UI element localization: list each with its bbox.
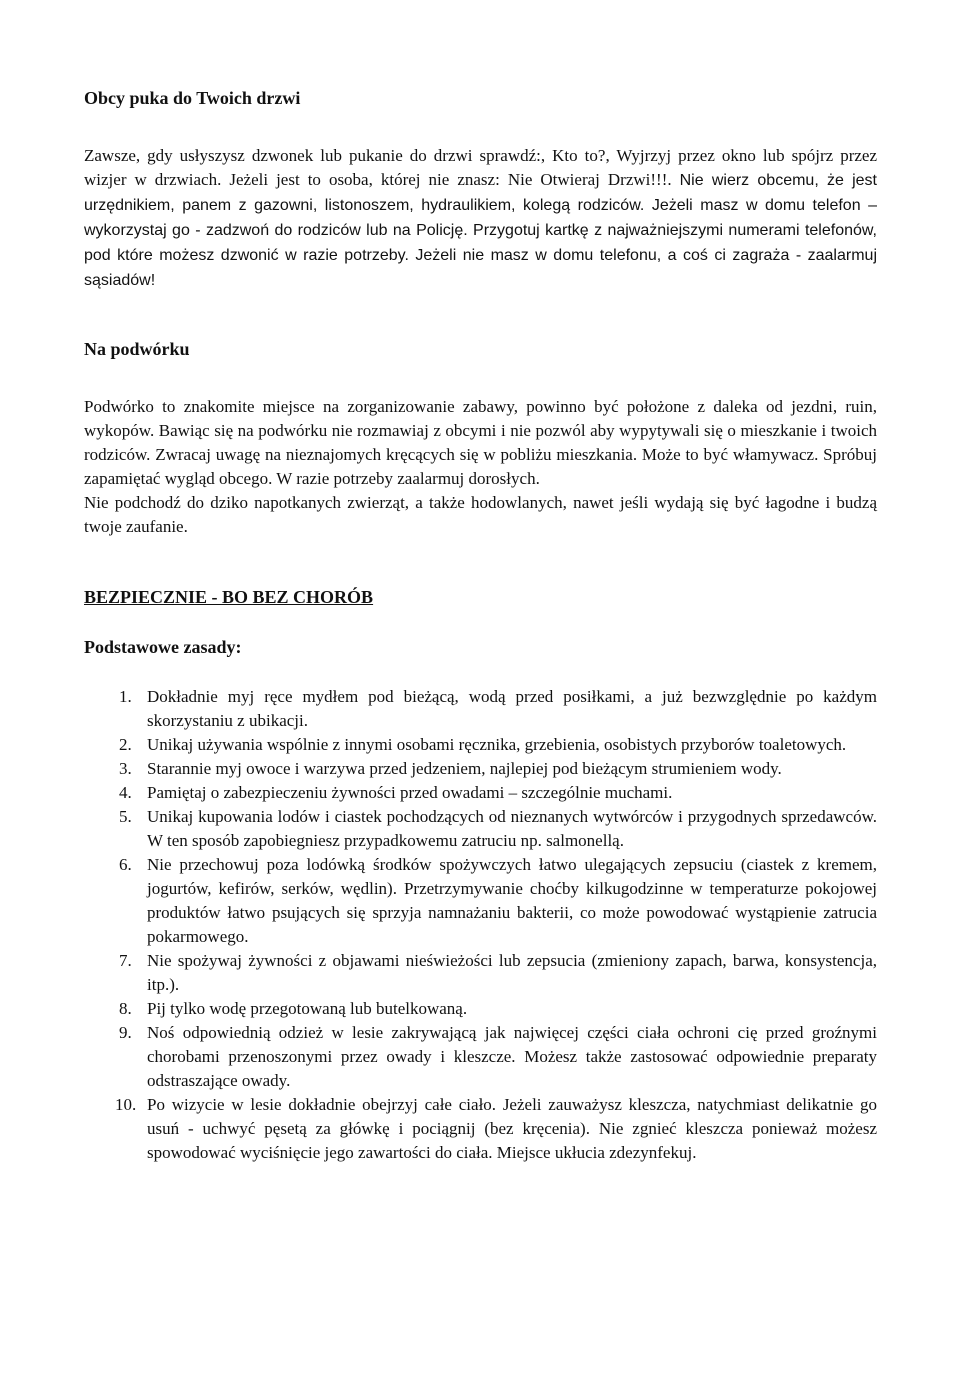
list-item-text: Nie przechowuj poza lodówką środków spożywczych łatwo ulegających zepsuciu (ciastek z kremem, jogurtów, kefirów, serków, wędlin). Przetrzymywanie choćby kilkugodzinne w temperaturze pokojowej produktów łatwo psujących się sprzyja namnażaniu bakterii, co może powodować wystąpienie zatrucia pokarmowego. <box>147 855 877 946</box>
list-item <box>84 805 877 853</box>
section-title-yard: Na podwórku <box>84 339 190 359</box>
paragraph-stranger <box>84 144 877 293</box>
list-item-number: 1. <box>119 687 132 706</box>
paragraph-stranger-part1: Zawsze, gdy usłyszysz dzwonek lub pukanie do drzwi sprawdź:, Kto to?, Wyjrzyj przez okno lub spójrz przez wizjer w drzwiach. Jeżeli jest to osoba, której nie znasz: Nie Otwieraj Drzwi!!!. <box>84 146 877 189</box>
list-item <box>84 757 877 781</box>
list-item-text: Starannie myj owoce i warzywa przed jedzeniem, najlepiej pod bieżącym strumieniem wody. <box>147 759 782 778</box>
paragraph-stranger-part2: Nie wierz obcemu, że jest urzędnikiem, panem z gazowni, listonoszem, hydraulikiem, kolegą rodziców. Jeżeli masz w domu telefon – wykorzystaj go - zadzwoń do rodziców lub na Policję. Przygotuj kartkę z najważniejszymi numerami telefonów, pod które możesz dzwonić w razie potrzeby. Jeżeli nie masz w domu telefonu, a coś ci zagraża - zaalarmuj sąsiadów! <box>84 172 877 289</box>
paragraph-yard: Podwórko to znakomite miejsce na zorganizowanie zabawy, powinno być położone z daleka od jezdni, ruin, wykopów. Bawiąc się na podwórku nie rozmawiaj z obcymi i nie pozwól aby wypytywali się o mieszkanie i twoich rodziców. Zwracaj uwagę na nieznajomych kręcących się w pobliżu mieszkania. Może to być włamywacz. Spróbuj zapamiętać wygląd obcego. W razie potrzeby zaalarmuj dorosłych. <box>84 397 877 488</box>
rules-list <box>84 685 877 1165</box>
list-item <box>84 733 877 757</box>
list-item <box>84 685 877 733</box>
list-item-text: Unikaj kupowania lodów i ciastek pochodzących od nieznanych wytwórców i przygodnych sprzedawców. W ten sposób zapobiegniesz przypadkowemu zatruciu np. salmonellą. <box>147 807 877 850</box>
list-item <box>84 781 877 805</box>
list-item-text: Dokładnie myj ręce mydłem pod bieżącą, wodą przed posiłkami, a już bezwzględnie po każdym skorzystaniu z ubikacji. <box>147 687 877 730</box>
list-item-number: 5. <box>119 807 132 826</box>
list-item <box>84 853 877 949</box>
list-item <box>84 1093 877 1165</box>
list-item-text: Unikaj używania wspólnie z innymi osobami ręcznika, grzebienia, osobistych przyborów toaletowych. <box>147 735 847 754</box>
list-item-text: Pamiętaj o zabezpieczeniu żywności przed owadami – szczególnie muchami. <box>147 783 673 802</box>
list-item <box>84 997 877 1021</box>
list-item <box>84 949 877 997</box>
section-title-health: BEZPIECZNIE - BO BEZ CHORÓB <box>84 587 374 607</box>
paragraph-animals: Nie podchodź do dziko napotkanych zwierząt, a także hodowlanych, nawet jeśli wydają się być łagodne i budzą twoje zaufanie. <box>84 493 877 536</box>
list-item-number: 9. <box>119 1023 132 1042</box>
list-item-text: Nie spożywaj żywności z objawami nieświeżości lub zepsucia (zmieniony zapach, barwa, konsystencja, itp.). <box>147 951 877 994</box>
list-item-text: Po wizycie w lesie dokładnie obejrzyj całe ciało. Jeżeli zauważysz kleszcza, natychmiast delikatnie go usuń - uchwyć pęsetą za główkę i pociągnij (bez kręcenia). Nie zgnieć kleszcza ponieważ możesz spowodować wyciśnięcie jego zawartości do ciała. Miejsce ukłucia zdezynfekuj. <box>147 1095 877 1162</box>
list-item-number: 7. <box>119 951 132 970</box>
document-page <box>84 84 877 1165</box>
list-item-number: 8. <box>119 999 132 1018</box>
list-item <box>84 1021 877 1093</box>
list-item-text: Pij tylko wodę przegotowaną lub butelkowaną. <box>147 999 468 1018</box>
section-title-stranger: Obcy puka do Twoich drzwi <box>84 88 301 108</box>
list-item-text: Noś odpowiednią odzież w lesie zakrywającą jak najwięcej części ciała ochroni cię przed groźnymi chorobami przenoszonymi przez owady i kleszcze. Możesz także zastosować odpowiednie preparaty odstraszające owady. <box>147 1023 877 1090</box>
list-item-number: 4. <box>119 783 132 802</box>
list-item-number: 10. <box>115 1095 137 1114</box>
section-subtitle-rules: Podstawowe zasady: <box>84 637 242 657</box>
list-item-number: 2. <box>119 735 132 754</box>
list-item-number: 6. <box>119 855 132 874</box>
list-item-number: 3. <box>119 759 132 778</box>
